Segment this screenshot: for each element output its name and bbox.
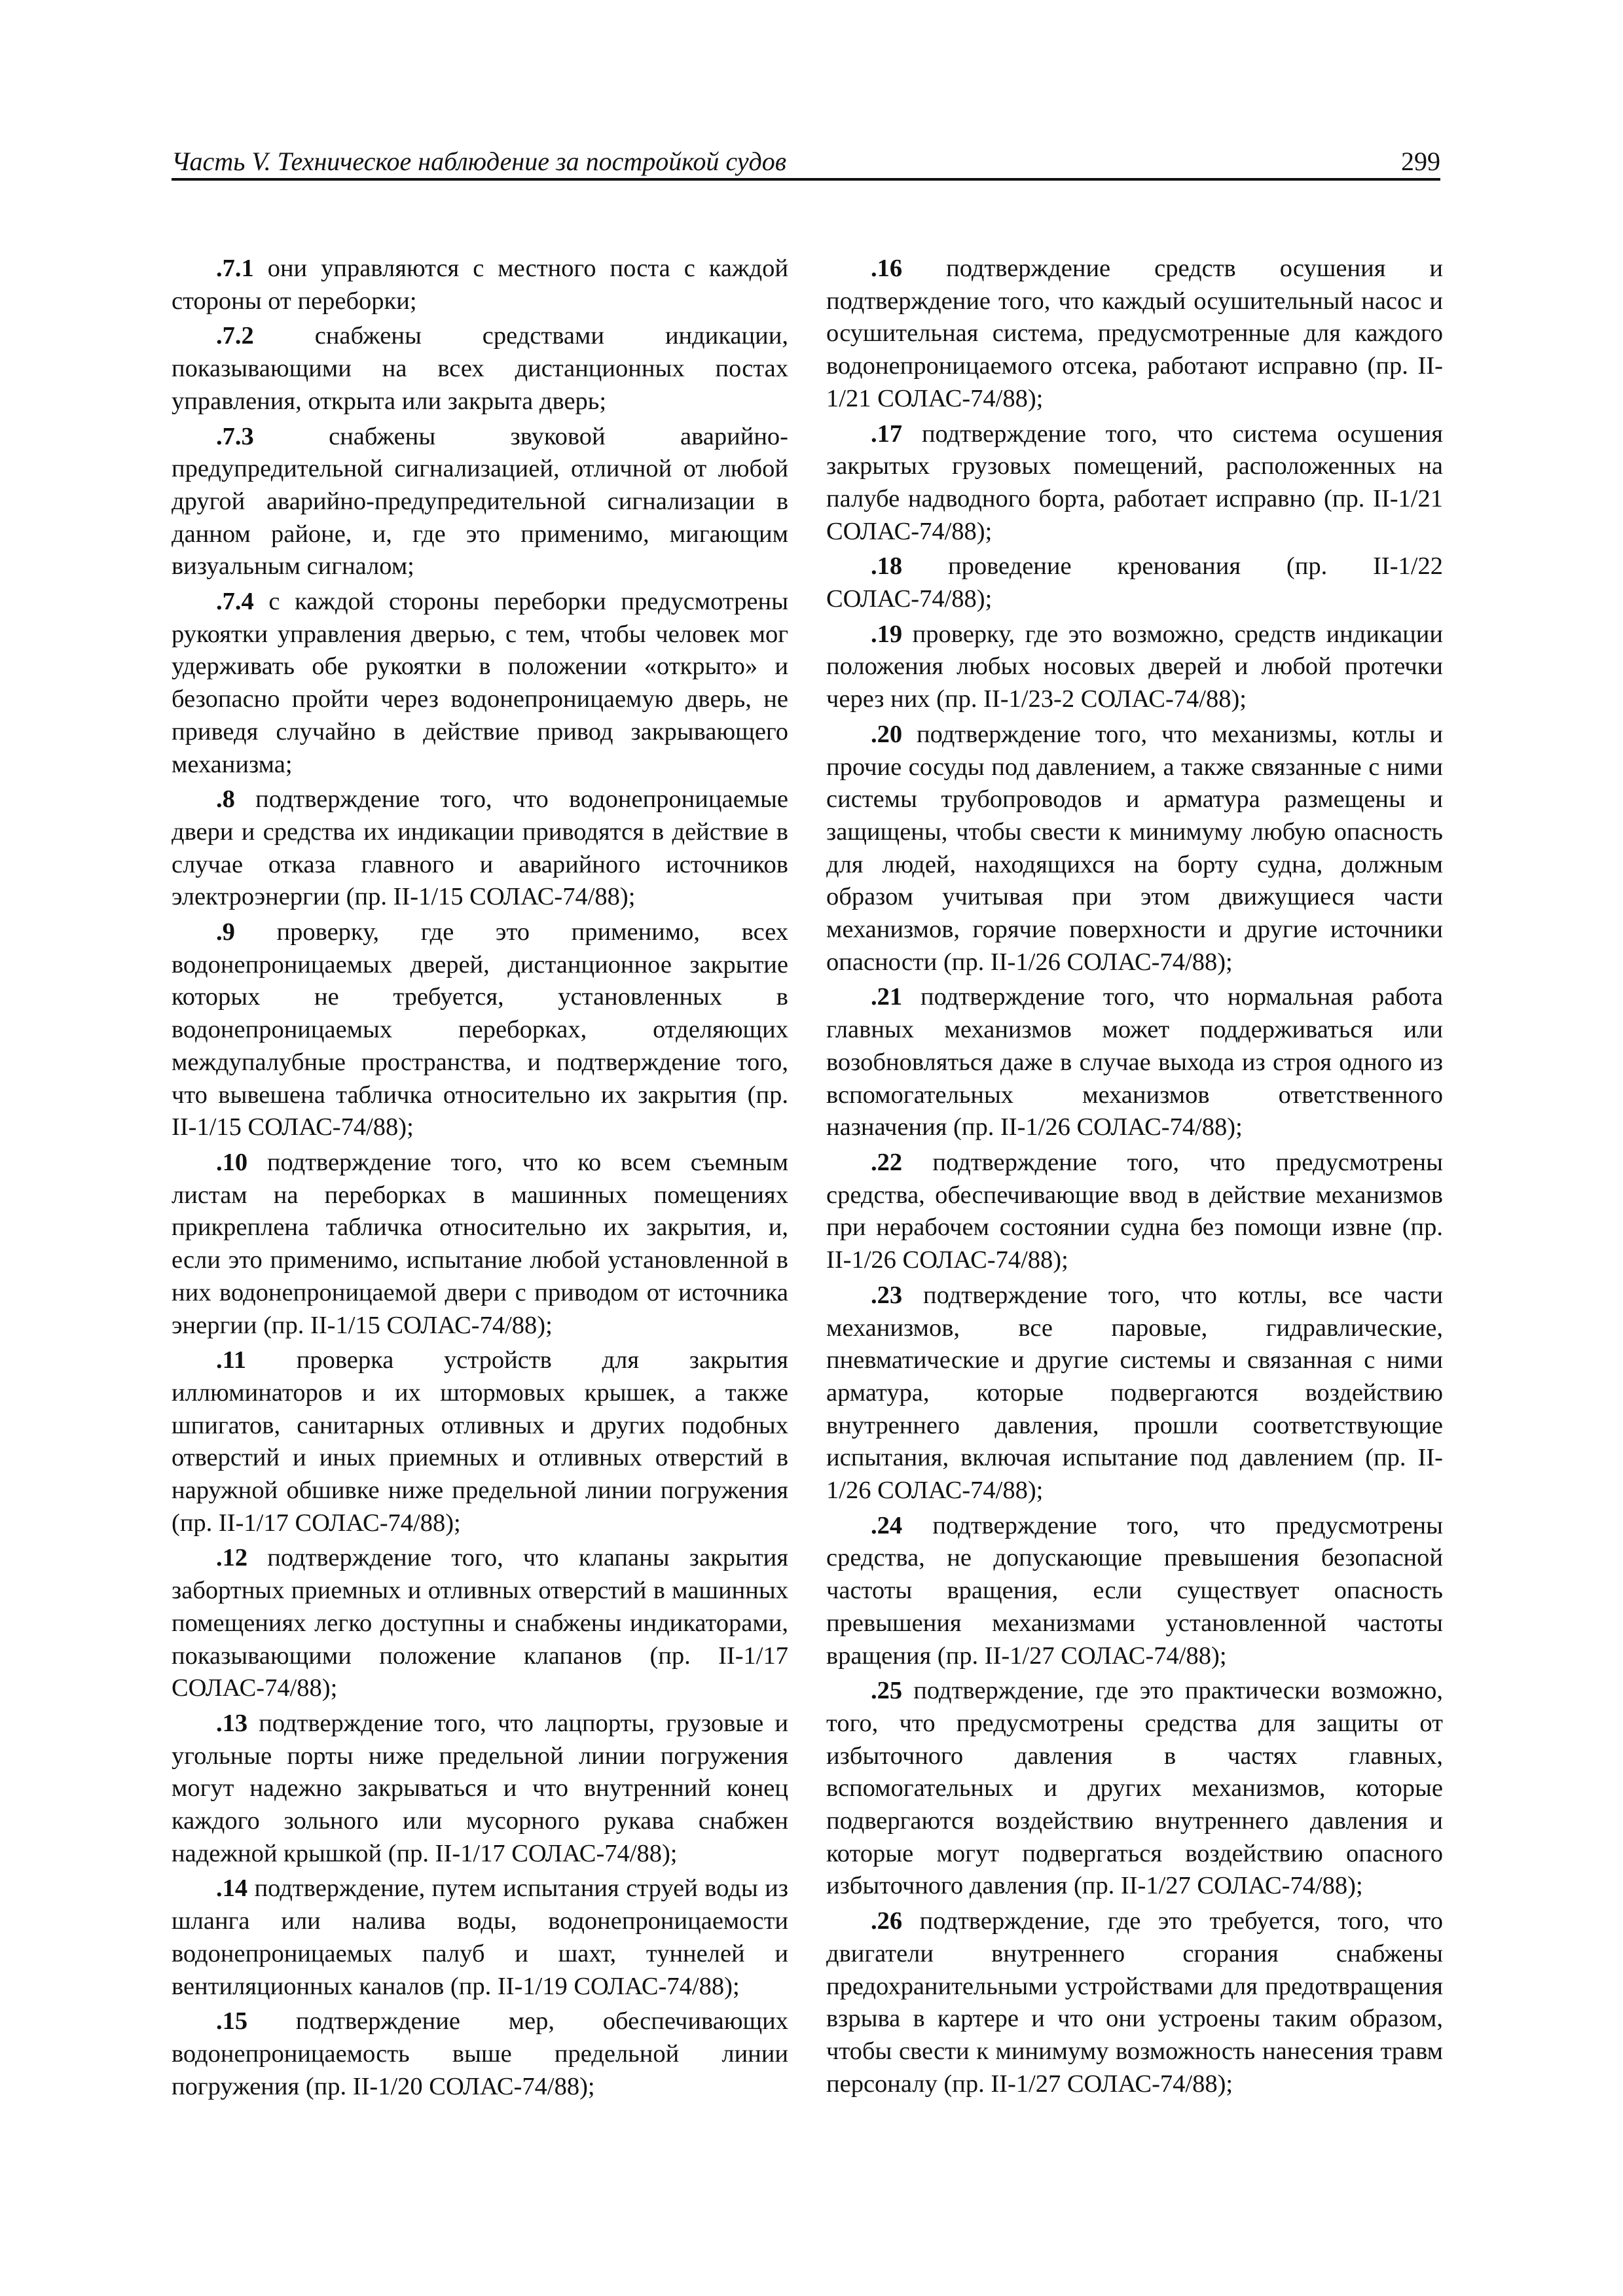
- item-number: .10: [216, 1148, 248, 1176]
- list-item: [172, 1344, 788, 1539]
- item-text: подтверждение того, что предусмотрены средства, не допускающие превышения безопасной частоты вращения, если существует опасность превышения механизмами установленной частоты вращения (пр. II-1/27 СОЛАС-74/88);: [826, 1511, 1443, 1670]
- list-item: [826, 1905, 1443, 2100]
- item-number: .8: [216, 785, 235, 814]
- list-item: [826, 1675, 1443, 1903]
- left-column: [172, 253, 788, 2106]
- item-text: снабжены средствами индикации, показывающими на всех дистанционных постах управления, открыта или закрыта дверь;: [172, 322, 788, 415]
- item-text: подтверждение, где это практически возможно, того, что предусмотрены средства для защиты от избыточного давления в частях главных, вспомогательных и других механизмов, которые подвергаются воздействию внутреннего давления и которые могут подвергаться воздействию опасного избыточного давления (пр. II-1/27 СОЛАС-74/88);: [826, 1677, 1443, 1900]
- item-text: проверка устройств для закрытия иллюминаторов и их штормовых крышек, а также шпигатов, санитарных отливных и других подобных отверстий и иных приемных и отливных отверстий в наружной обшивке ниже предельной линии погружения (пр. II-1/17 СОЛАС-74/88);: [172, 1346, 788, 1537]
- item-text: подтверждение того, что котлы, все части механизмов, все паровые, гидравлические, пневматические и другие системы и связанная с ними арматура, которые подвергаются воздействию внутреннего давления, прошли соответствующие испытания, включая испытание под давлением (пр. II-1/26 СОЛАС-74/88);: [826, 1281, 1443, 1505]
- list-item: [172, 253, 788, 317]
- item-number: .9: [216, 918, 235, 946]
- item-number: .7.1: [216, 255, 254, 282]
- item-number: .7.3: [216, 422, 254, 450]
- item-text: они управляются с местного поста с каждой стороны от переборки;: [172, 255, 788, 315]
- list-item: [826, 1147, 1443, 1277]
- item-text: проверку, где это возможно, средств индикации положения любых носовых дверей и любой протечки через них (пр. II-1/23-2 СОЛАС-74/88);: [826, 620, 1443, 713]
- item-text: подтверждение того, что нормальная работа главных механизмов может поддерживаться или возобновляться даже в случае выхода из строя одного из вспомогательных механизмов ответственного назначения (пр. II-1/26 СОЛАС-74/88);: [826, 983, 1443, 1141]
- item-number: .26: [871, 1907, 903, 1935]
- item-text: подтверждение того, что клапаны закрытия забортных приемных и отливных отверстий в машинных помещениях легко доступны и снабжены индикаторами, показывающими положение клапанов (пр. II-1/17 СОЛАС-74/88);: [172, 1544, 788, 1702]
- item-text: с каждой стороны переборки предусмотрены рукоятки управления дверью, с тем, чтобы человек мог удерживать обе рукоятки в положении «открыто» и безопасно пройти через водонепроницаемую дверь, не приведя случайно в действие привод закрывающего механизма;: [172, 588, 788, 778]
- item-number: .17: [871, 420, 903, 448]
- item-text: проверку, где это применимо, всех водонепроницаемых дверей, дистанционное закрытие которых не требуется, установленных в водонепроницаемых переборках, отделяющих междупалубные пространства, и подтверждение того, что вывешена табличка относительно их закрытия (пр. II-1/15 СОЛАС-74/88);: [172, 918, 788, 1141]
- item-text: подтверждение мер, обеспечивающих водонепроницаемость выше предельной линии погружения (пр. II-1/20 СОЛАС-74/88);: [172, 2007, 788, 2100]
- item-text: проведение кренования (пр. II-1/22 СОЛАС-74/88);: [826, 552, 1443, 613]
- list-item: [826, 1510, 1443, 1673]
- item-text: подтверждение, где это требуется, того, что двигатели внутреннего сгорания снабжены предохранительными устройствами для предотвращения взрыва в картере и что они устроены таким образом, чтобы свести к минимуму возможность нанесения травм персоналу (пр. II-1/27 СОЛАС-74/88);: [826, 1907, 1443, 2098]
- item-number: .16: [871, 255, 903, 282]
- list-item: [172, 1708, 788, 1871]
- item-number: .11: [216, 1346, 247, 1374]
- list-item: [172, 1873, 788, 2003]
- item-number: .23: [871, 1281, 903, 1309]
- list-item: [826, 981, 1443, 1144]
- item-text: подтверждение того, что механизмы, котлы и прочие сосуды под давлением, а также связанные с ними системы трубопроводов и арматура размещены и защищены, чтобы свести к минимуму любую опасность для людей, находящихся на борту судна, должным образом учитывая при этом движущиеся части механизмов, горячие поверхности и другие источники опасности (пр. II-1/26 СОЛАС-74/88);: [826, 720, 1443, 976]
- page-number: 299: [1401, 147, 1440, 176]
- item-text: подтверждение средств осушения и подтверждение того, что каждый осушительный насос и осушительная система, предусмотренные для каждого водонепроницаемого отсека, работают исправно (пр. II-1/21 СОЛАС-74/88);: [826, 255, 1443, 412]
- list-item: [172, 586, 788, 781]
- item-number: .13: [216, 1709, 248, 1737]
- item-text: подтверждение того, что ко всем съемным листам на переборках в машинных помещениях прикреплена табличка относительно их закрытия, и, если это применимо, испытание любой установленной в них водонепроницаемой двери с приводом от источника энергии (пр. II-1/15 СОЛАС-74/88);: [172, 1148, 788, 1339]
- item-number: .15: [216, 2007, 248, 2036]
- item-text: подтверждение того, что лацпорты, грузовые и угольные порты ниже предельной линии погружения могут надежно закрываться и что внутренний конец каждого зольного или мусорного рукава снабжен надежной крышкой (пр. II-1/17 СОЛАС-74/88);: [172, 1709, 788, 1867]
- list-item: [172, 783, 788, 914]
- list-item: [826, 418, 1443, 548]
- item-number: .7.2: [216, 322, 254, 350]
- item-number: .21: [871, 983, 903, 1011]
- list-item: [172, 1542, 788, 1705]
- item-text: подтверждение того, что водонепроницаемые двери и средства их индикации приводятся в действие в случае отказа главного и аварийного источников электроэнергии (пр. II-1/15 СОЛАС-74/88);: [172, 785, 788, 911]
- item-text: подтверждение, путем испытания струей воды из шланга или налива воды, водонепроницаемости водонепроницаемых палуб и шахт, туннелей и вентиляционных каналов (пр. II-1/19 СОЛАС-74/88);: [172, 1874, 788, 2000]
- item-number: .22: [871, 1148, 903, 1176]
- list-item: [826, 619, 1443, 716]
- list-item: [826, 550, 1443, 615]
- list-item: [826, 719, 1443, 979]
- item-number: .18: [871, 552, 903, 581]
- item-text: подтверждение того, что предусмотрены средства, обеспечивающие ввод в действие механизмов при нерабочем состоянии судна без помощи извне (пр. II-1/26 СОЛАС-74/88);: [826, 1148, 1443, 1274]
- list-item: [826, 253, 1443, 416]
- item-number: .14: [216, 1874, 248, 1903]
- right-column: [826, 253, 1443, 2103]
- list-item: [826, 1280, 1443, 1507]
- list-item: [172, 2005, 788, 2103]
- list-item: [172, 1147, 788, 1342]
- list-item: [172, 916, 788, 1144]
- item-number: .20: [871, 720, 903, 748]
- item-text: снабжены звуковой аварийно-предупредительной сигнализацией, отличной от любой другой аварийно-предупредительной сигнализации в данном районе, и, где это применимо, мигающим визуальным сигналом;: [172, 422, 788, 581]
- item-number: .25: [871, 1677, 903, 1705]
- running-header: [172, 145, 1440, 181]
- list-item: [172, 320, 788, 418]
- item-number: .7.4: [216, 588, 254, 616]
- header-title: Часть V. Техническое наблюдение за постройкой судов: [172, 147, 787, 176]
- item-text: подтверждение того, что система осушения закрытых грузовых помещений, расположенных на палубе надводного борта, работает исправно (пр. II-1/21 СОЛАС-74/88);: [826, 420, 1443, 545]
- list-item: [172, 421, 788, 584]
- item-number: .19: [871, 620, 903, 648]
- item-number: .24: [871, 1511, 903, 1539]
- item-number: .12: [216, 1544, 248, 1572]
